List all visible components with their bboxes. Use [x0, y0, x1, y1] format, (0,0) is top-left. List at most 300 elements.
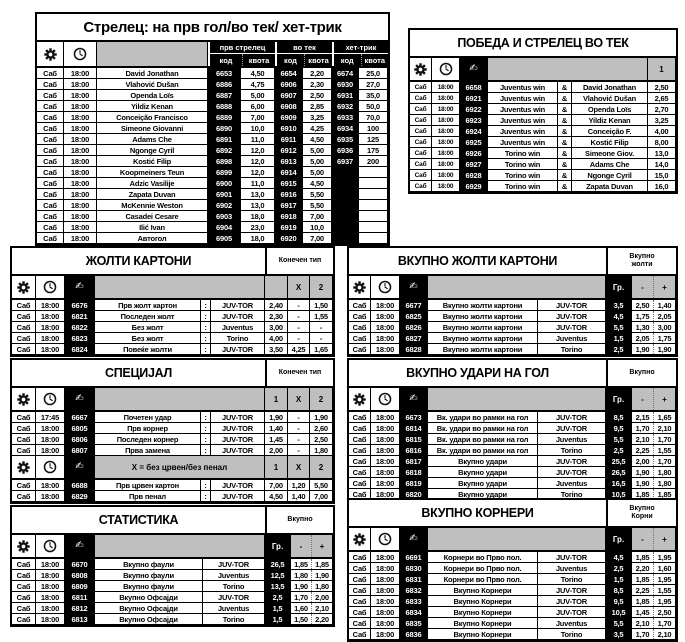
- win-and-scorer-table: [408, 28, 678, 194]
- odds-under: 2,50: [632, 300, 654, 310]
- writing-hand-icon: ✍: [75, 540, 84, 551]
- odds-value: 100: [359, 123, 388, 133]
- time-cell: 18:00: [36, 423, 65, 433]
- table-row: [349, 618, 676, 629]
- table-row: [12, 570, 333, 581]
- bet-code: 6933: [332, 112, 359, 122]
- team-name: JUV-TOR: [211, 434, 265, 444]
- table-row: [349, 456, 676, 467]
- time-cell: 18:00: [371, 300, 400, 310]
- day-cell: Саб: [349, 434, 371, 444]
- odds-2: 1,80: [310, 445, 333, 455]
- colon-separator: :: [201, 412, 211, 422]
- day-cell: Саб: [349, 344, 371, 354]
- table-body: [37, 68, 388, 244]
- team-name: JUV-TOR: [211, 491, 265, 501]
- icon-cell: [12, 388, 36, 410]
- table-row: [37, 211, 388, 222]
- day-cell: Саб: [37, 112, 64, 122]
- column-header-2: 2: [310, 388, 333, 410]
- table-header-row: [12, 388, 333, 412]
- team-name: Torino: [203, 614, 265, 624]
- colon-separator: :: [201, 300, 211, 310]
- bet-code: 6813: [65, 614, 95, 624]
- icon-cell: [432, 58, 460, 80]
- time-cell: 18:00: [371, 629, 400, 639]
- day-cell: Саб: [12, 480, 36, 490]
- team-name: JUV-TOR: [538, 467, 606, 477]
- line-value: 1,5: [606, 333, 632, 343]
- team-result: Juventus win: [488, 126, 558, 136]
- time-cell: 18:00: [64, 101, 97, 111]
- team-result: Juventus win: [488, 93, 558, 103]
- bet-code: 6658: [460, 82, 488, 92]
- time-cell: 18:00: [36, 344, 65, 354]
- table-row: [12, 322, 333, 333]
- day-cell: Саб: [37, 211, 64, 221]
- day-cell: Саб: [349, 489, 371, 499]
- line-value: 16,5: [606, 478, 632, 488]
- day-cell: Саб: [12, 434, 36, 444]
- odds-x: -: [288, 423, 310, 433]
- bet-name: Вкупно Корнери: [428, 618, 538, 628]
- bet-code: 6902: [208, 200, 241, 210]
- odds-value: [359, 200, 388, 210]
- table-header-row: [349, 276, 676, 300]
- day-cell: Саб: [37, 233, 64, 243]
- odds-value: 4,25: [303, 123, 332, 133]
- odds-over: 2,20: [312, 614, 333, 624]
- table-title-row: [349, 360, 676, 388]
- bet-code: 6905: [208, 233, 241, 243]
- odds-x: -: [288, 445, 310, 455]
- table-mid-header-row: [12, 456, 333, 480]
- bet-code: 6920: [275, 233, 303, 243]
- bet-code: 6919: [275, 222, 303, 232]
- writing-hand-icon: ✍: [75, 393, 84, 404]
- bet-name: Последен корнер: [95, 434, 201, 444]
- time-cell: 18:00: [371, 618, 400, 628]
- icon-cell: [36, 535, 65, 557]
- day-cell: Саб: [12, 445, 36, 455]
- bet-code: 6824: [65, 344, 95, 354]
- odds-over: 1,55: [654, 585, 676, 595]
- odds-value: 11,0: [241, 178, 275, 188]
- odds-2: 2,60: [310, 423, 333, 433]
- player-name: Kostić Filip: [97, 156, 208, 166]
- colon-separator: :: [201, 480, 211, 490]
- odds-value: 18,0: [241, 211, 275, 221]
- icon-cell: [12, 276, 36, 298]
- bet-code: 6915: [275, 178, 303, 188]
- player-name: Автогол: [97, 233, 208, 243]
- time-cell: 18:00: [36, 311, 65, 321]
- line-value: 10,5: [606, 607, 632, 617]
- icon-cell: [400, 276, 428, 298]
- odds-under: 1,85: [632, 489, 654, 499]
- table-header-row: [349, 388, 676, 412]
- team-name: Juventus: [211, 322, 265, 332]
- bet-code: 6901: [208, 189, 241, 199]
- odds-1: 4,00: [265, 333, 288, 343]
- odds-1: 7,00: [265, 480, 288, 490]
- odds-value: 13,0: [648, 148, 676, 158]
- day-cell: Саб: [12, 603, 36, 613]
- clock-icon: [73, 47, 87, 61]
- odds-1: 3,00: [265, 322, 288, 332]
- time-cell: 18:00: [36, 614, 65, 624]
- colon-separator: :: [201, 322, 211, 332]
- mid-header-note: Х = без црвен/без пенал: [95, 456, 265, 478]
- team-name: Juventus: [538, 333, 606, 343]
- odds-under: 2,20: [632, 563, 654, 573]
- table-row: [349, 311, 676, 322]
- odds-value: 2,50: [303, 90, 332, 100]
- table-title: ПОБЕДА И СТРЕЛЕЦ ВО ТЕК: [457, 36, 629, 50]
- bet-name: Вкупно жолти картони: [428, 311, 538, 321]
- time-cell: 18:00: [36, 333, 65, 343]
- team-result: Torino win: [488, 159, 558, 169]
- odds-value: 2,30: [303, 79, 332, 89]
- team-name: JUV-TOR: [538, 322, 606, 332]
- team-name: JUV-TOR: [203, 559, 265, 569]
- odds-over: 1,95: [654, 596, 676, 606]
- day-cell: Саб: [410, 115, 432, 125]
- table-body: [12, 412, 333, 456]
- ampersand: &: [558, 82, 572, 92]
- team-name: JUV-TOR: [203, 592, 265, 602]
- bet-name: Вкупно жолти картони: [428, 300, 538, 310]
- header-spacer: [95, 276, 265, 298]
- bet-name: Вкупно жолти картони: [428, 333, 538, 343]
- odds-over: 1,40: [654, 300, 676, 310]
- time-cell: 18:00: [36, 559, 65, 569]
- odds-under: 1,90: [632, 467, 654, 477]
- odds-over: 1,80: [654, 467, 676, 477]
- line-value: 13,5: [265, 581, 291, 591]
- colon-separator: :: [201, 423, 211, 433]
- odds-2: 1,65: [310, 344, 333, 354]
- odds-value: 3,25: [648, 115, 676, 125]
- odds-value: 2,50: [648, 82, 676, 92]
- team-name: Torino: [211, 333, 265, 343]
- line-value: 1,5: [265, 603, 291, 613]
- player-name: Adams Che: [97, 134, 208, 144]
- table-row: [349, 412, 676, 423]
- player-name: Adzic Vasilije: [97, 178, 208, 188]
- bet-code: 6906: [275, 79, 303, 89]
- odds-value: 15,0: [648, 170, 676, 180]
- line-value: 2,5: [265, 592, 291, 602]
- table-row: [37, 101, 388, 112]
- table-row: [12, 491, 333, 502]
- ampersand: &: [558, 93, 572, 103]
- team-name: JUV-TOR: [538, 596, 606, 606]
- bet-code: 6828: [400, 344, 428, 354]
- time-cell: 18:00: [432, 93, 460, 103]
- time-cell: 18:00: [371, 467, 400, 477]
- bet-code: 6817: [400, 456, 428, 466]
- odds-1: 1,45: [265, 434, 288, 444]
- table-title: СТАТИСТИКА: [98, 513, 179, 527]
- time-cell: 18:00: [64, 134, 97, 144]
- player-name: Simeone Giov.: [572, 148, 648, 158]
- group-header: прв стрелец: [219, 43, 266, 52]
- bet-code: 6928: [460, 170, 488, 180]
- column-header-line: Гр.: [606, 528, 632, 550]
- bet-code: 6833: [400, 596, 428, 606]
- header-spacer: [488, 58, 648, 80]
- time-cell: 18:00: [371, 607, 400, 617]
- colon-separator: :: [201, 311, 211, 321]
- column-header-line: Гр.: [606, 388, 632, 410]
- time-cell: 18:00: [36, 570, 65, 580]
- table-row: [12, 434, 333, 445]
- odds-value: 5,00: [303, 145, 332, 155]
- day-cell: Саб: [410, 137, 432, 147]
- time-cell: 18:00: [36, 491, 65, 501]
- player-name: Ngonge Cyril: [97, 145, 208, 155]
- table-body: [349, 412, 676, 500]
- team-name: JUV-TOR: [538, 311, 606, 321]
- odds-over: 1,80: [312, 581, 333, 591]
- table-header-row: [349, 528, 676, 552]
- line-value: 5,5: [606, 322, 632, 332]
- subheader-quota: квота: [242, 54, 275, 66]
- team-name: JUV-TOR: [538, 552, 606, 562]
- yellow-cards-table: [10, 246, 335, 357]
- odds-over: 1,90: [654, 344, 676, 354]
- odds-value: 2,65: [648, 93, 676, 103]
- odds-value: 7,00: [303, 233, 332, 243]
- bet-code: 6815: [400, 434, 428, 444]
- bet-code: 6836: [400, 629, 428, 639]
- bet-code: 6691: [400, 552, 428, 562]
- gear-icon: [17, 540, 30, 553]
- odds-under: 1,70: [632, 423, 654, 433]
- bet-code: 6898: [208, 156, 241, 166]
- icon-cell: [349, 276, 371, 298]
- bet-code: 6908: [275, 101, 303, 111]
- table-title: СПЕЦИЈАЛ: [105, 366, 172, 380]
- day-cell: Саб: [12, 592, 36, 602]
- bet-code: 6667: [65, 412, 95, 422]
- table-row: [410, 82, 676, 93]
- gear-icon: [44, 48, 57, 61]
- line-value: 1,5: [606, 574, 632, 584]
- icon-cell: [12, 456, 36, 478]
- bet-code: 6832: [400, 585, 428, 595]
- table-row: [12, 581, 333, 592]
- odds-1: 4,50: [265, 491, 288, 501]
- odds-value: 25,0: [359, 68, 388, 78]
- bet-name: Вкупно Офсајди: [95, 603, 203, 613]
- writing-hand-icon: ✍: [409, 533, 418, 544]
- bet-code: [332, 233, 359, 243]
- bet-code: 6936: [332, 145, 359, 155]
- odds-value: 16,0: [648, 181, 676, 191]
- line-value: 4,5: [606, 552, 632, 562]
- bet-code: 6930: [332, 79, 359, 89]
- line-value: 5,5: [606, 618, 632, 628]
- player-name: Ngonge Cyril: [572, 170, 648, 180]
- bet-code: 6914: [275, 167, 303, 177]
- table-title-row: [12, 507, 333, 535]
- odds-2: 1,55: [310, 311, 333, 321]
- bet-code: 6676: [65, 300, 95, 310]
- odds-1: 2,00: [265, 445, 288, 455]
- ampersand: &: [558, 137, 572, 147]
- player-name: Ilić Ivan: [97, 222, 208, 232]
- group-header: во тек: [293, 43, 316, 52]
- table-row: [37, 189, 388, 200]
- odds-value: 27,0: [359, 79, 388, 89]
- day-cell: Саб: [410, 181, 432, 191]
- day-cell: Саб: [410, 126, 432, 136]
- day-cell: Саб: [349, 333, 371, 343]
- bet-code: 6886: [208, 79, 241, 89]
- bet-code: 6819: [400, 478, 428, 488]
- icon-cell: [410, 58, 432, 80]
- table-row: [12, 592, 333, 603]
- bet-code: 6923: [460, 115, 488, 125]
- odds-x: -: [288, 300, 310, 310]
- bet-name: Вкупно фаули: [95, 581, 203, 591]
- odds-value: 4,50: [303, 178, 332, 188]
- bet-name: Прв пенал: [95, 491, 201, 501]
- table-right-header: Вкупно жолти: [606, 248, 676, 274]
- odds-over: 1,90: [312, 570, 333, 580]
- line-value: 3,5: [606, 300, 632, 310]
- odds-2: -: [310, 322, 333, 332]
- odds-x: -: [288, 322, 310, 332]
- odds-under: 1,85: [632, 574, 654, 584]
- odds-x: -: [288, 434, 310, 444]
- time-cell: 18:00: [64, 112, 97, 122]
- table-row: [37, 222, 388, 233]
- line-value: 9,5: [606, 423, 632, 433]
- odds-1: 3,50: [265, 344, 288, 354]
- bet-code: 6830: [400, 563, 428, 573]
- ampersand: &: [558, 148, 572, 158]
- table-row: [410, 148, 676, 159]
- bet-name: Вкупно удари: [428, 456, 538, 466]
- odds-over: 2,00: [312, 592, 333, 602]
- player-name: Openda Loïs: [97, 90, 208, 100]
- subheader-code: код: [219, 55, 233, 65]
- time-cell: 18:00: [36, 322, 65, 332]
- odds-value: [359, 178, 388, 188]
- gear-icon: [17, 281, 30, 294]
- bet-code: 6808: [65, 570, 95, 580]
- time-cell: 18:00: [371, 445, 400, 455]
- table-right-header: Вкупно: [606, 360, 676, 386]
- day-cell: Саб: [37, 222, 64, 232]
- day-cell: Саб: [37, 68, 64, 78]
- odds-value: 50,0: [359, 101, 388, 111]
- time-cell: 18:00: [371, 423, 400, 433]
- odds-over: 2,50: [654, 607, 676, 617]
- bet-code: 6807: [65, 445, 95, 455]
- time-cell: 18:00: [64, 90, 97, 100]
- odds-2: 5,50: [310, 480, 333, 490]
- team-name: Torino: [538, 629, 606, 639]
- team-name: JUV-TOR: [211, 412, 265, 422]
- bet-code: 6677: [400, 300, 428, 310]
- odds-x: 1,40: [288, 491, 310, 501]
- table-body: [349, 300, 676, 355]
- day-cell: Саб: [37, 156, 64, 166]
- bet-code: 6888: [208, 101, 241, 111]
- bet-code: 6926: [460, 148, 488, 158]
- odds-over: 3,00: [654, 322, 676, 332]
- column-header-under: -: [632, 388, 654, 410]
- time-cell: 18:00: [432, 137, 460, 147]
- odds-over: 1,75: [654, 333, 676, 343]
- time-cell: 18:00: [371, 585, 400, 595]
- odds-value: 2,20: [303, 68, 332, 78]
- day-cell: Саб: [349, 423, 371, 433]
- day-cell: Саб: [349, 585, 371, 595]
- day-cell: Саб: [37, 200, 64, 210]
- odds-over: 1,70: [654, 618, 676, 628]
- day-cell: Саб: [349, 596, 371, 606]
- odds-value: [359, 167, 388, 177]
- odds-value: 5,50: [303, 200, 332, 210]
- table-row: [349, 607, 676, 618]
- bet-name: Вк. удари во рамки на гол: [428, 434, 538, 444]
- bet-code: 6889: [208, 112, 241, 122]
- icon-cell: [36, 388, 65, 410]
- table-row: [410, 137, 676, 148]
- bet-code: 6931: [332, 90, 359, 100]
- table-body: [410, 82, 676, 192]
- writing-hand-icon: ✍: [75, 281, 84, 292]
- team-name: JUV-TOR: [538, 300, 606, 310]
- odds-under: 1,75: [632, 311, 654, 321]
- table-row: [349, 322, 676, 333]
- odds-value: 8,00: [648, 137, 676, 147]
- bet-code: 6829: [65, 491, 95, 501]
- player-name: Koopmeiners Teun: [97, 167, 208, 177]
- day-cell: Саб: [37, 79, 64, 89]
- table-row: [349, 344, 676, 355]
- odds-value: 12,0: [241, 167, 275, 177]
- icon-cell: [371, 276, 400, 298]
- day-cell: Саб: [12, 570, 36, 580]
- odds-over: 1,65: [654, 412, 676, 422]
- player-name: Zapata Duvan: [572, 181, 648, 191]
- gear-icon: [17, 461, 30, 474]
- table-title: ВКУПНО КОРНЕРИ: [421, 506, 534, 520]
- time-cell: 18:00: [432, 170, 460, 180]
- line-value: 26,5: [606, 467, 632, 477]
- colon-separator: :: [201, 344, 211, 354]
- table-row: [349, 300, 676, 311]
- team-name: JUV-TOR: [538, 412, 606, 422]
- line-value: 8,5: [606, 585, 632, 595]
- table-body: [12, 559, 333, 625]
- bet-code: 6670: [65, 559, 95, 569]
- team-name: Torino: [538, 445, 606, 455]
- table-row: [349, 478, 676, 489]
- writing-hand-icon: ✍: [75, 461, 84, 472]
- bet-code: [332, 200, 359, 210]
- clock-icon: [43, 539, 57, 553]
- table-row: [410, 181, 676, 192]
- odds-under: 2,25: [632, 585, 654, 595]
- day-cell: Саб: [12, 581, 36, 591]
